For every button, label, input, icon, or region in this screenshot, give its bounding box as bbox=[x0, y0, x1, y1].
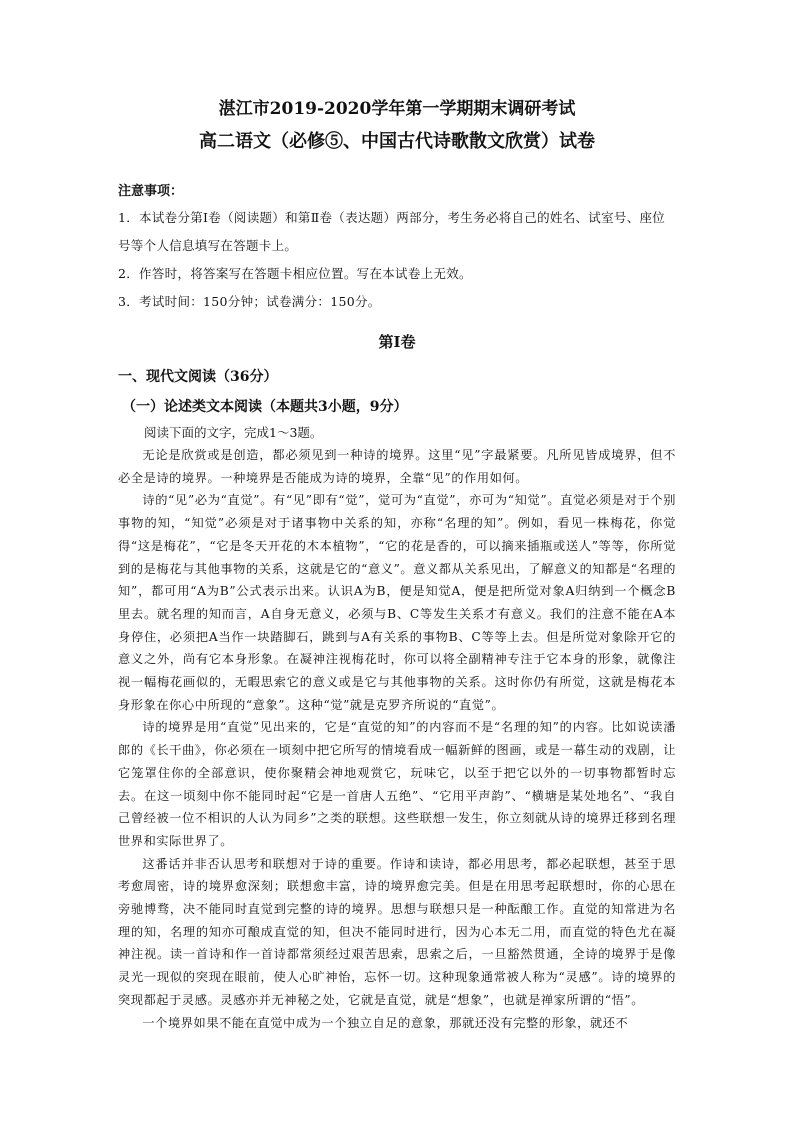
passage-paragraph-3: 诗的境界是用“直觉”见出来的，它是“直觉的知”的内容而不是“名理的知”的内容。比如说读潘郎的《长干曲》，你必须在一顷刻中把它所写的情境看成一幅新鲜的图画，或是一幕生动的戏剧，让它笼罩住你的全部意识，使你聚精会神地观赏它，玩味它，以至于把它以外的一切事物都暂时忘去。在这一顷刻中你不能同时起“它是一首唐人五绝”、“它用平声韵”、“横塘是某处地名”、“我自己曾经被一位不相识的人认为同乡”之类的联想。这些联想一发生，你立刻就从诗的境界迁移到名理世界和实际世界了。 bbox=[118, 720, 676, 848]
notice-item-2: 2．作答时，将答案写在答题卡相应位置。写在本试卷上无效。 bbox=[118, 266, 472, 281]
exam-title: 湛江市2019-2020学年第一学期期末调研考试 bbox=[218, 99, 576, 119]
notice-item-1: 1．本试卷分第Ⅰ卷（阅读题）和第Ⅱ卷（表达题）两部分，考生务必将自己的姓名、试室号、座位号等个人信息填写在答题卡上。 bbox=[118, 210, 666, 253]
passage-paragraph-5: 一个境界如果不能在直觉中成为一个独立自足的意象，那就还没有完整的形象，就还不 bbox=[142, 1015, 629, 1030]
reading-passage bbox=[118, 444, 676, 1034]
passage-paragraph-2: 诗的“见”必为“直觉”。有“见”即有“觉”，觉可为“直觉”，亦可为“知觉”。直觉必须是对于个别事物的知，“知觉”必须是对于诸事物中关系的知，亦称“名理的知”。例如，看见一株梅花，你觉得“这是梅花”，“它是冬天开花的木本植物”，“它的花是香的，可以摘来插瓶或送人”等等，你所觉到的是梅花与其他事物的关系，这就是它的“意义”。意义都从关系见出，了解意义的知都是“名理的知”，都可用“A为B”公式表示出来。认识A为B，便是知觉A，便是把所觉对象A归纳到一个概念B里去。就名理的知而言，A自身无意义，必须与B、C等发生关系才有意义。我们的注意不能在A本身停住，必须把A当作一块踏脚石，跳到与A有关系的事物B、C等等上去。但是所觉对象除开它的意义之外，尚有它本身形象。在凝神注视梅花时，你可以将全副精神专注于它本身的形象，就像注视一幅梅花画似的，无暇思索它的意义或是它与其他事物的关系。这时你仍有所觉，这就是梅花本身形象在你心中所现的“意象”。这种“觉”就是克罗齐所说的“直觉”。 bbox=[118, 493, 676, 712]
notice-heading: 注意事项： bbox=[118, 184, 184, 199]
notice-item-3: 3．考试时间：150分钟；试卷满分：150分。 bbox=[118, 294, 381, 309]
passage-paragraph-4: 这番话并非否认思考和联想对于诗的重要。作诗和读诗，都必用思考，都必起联想，甚至于思考愈周密，诗的境界愈深刻；联想愈丰富，诗的境界愈完美。但是在用思考起联想时，你的心思在旁驰博骛，决不能同时直觉到完整的诗的境界。思想与联想只是一种酝酿工作。直觉的知常进为名理的知，名理的知亦可酿成直觉的知，但决不能同时进行，因为心本无二用，而直觉的特色尤在凝神注视。读一首诗和作一首诗都常须经过艰苦思索，思索之后，一旦豁然贯通，全诗的境界于是像灵光一现似的突现在眼前，使人心旷神怡，忘怀一切。这种现象通常被人称为“灵感”。诗的境界的突现都起于灵感。灵感亦并无神秘之处，它就是直觉，就是“想象”，也就是禅家所谓的“悟”。 bbox=[118, 856, 676, 1007]
passage-paragraph-1: 无论是欣赏或是创造，都必须见到一种诗的境界。这里“见”字最紧要。凡所见皆成境界，但不必全是诗的境界。一种境界是否能成为诗的境界，全靠“见”的作用如何。 bbox=[118, 448, 676, 485]
subsection-heading: （一）论述类文本阅读（本题共3小题，9分） bbox=[122, 399, 408, 415]
section-heading: 一、现代文阅读（36分） bbox=[118, 369, 278, 385]
volume-title: 第Ⅰ卷 bbox=[378, 333, 416, 351]
reading-instruction: 阅读下面的文字，完成1～3题。 bbox=[144, 425, 323, 440]
notice-block bbox=[118, 180, 676, 316]
exam-subtitle: 高二语文（必修⑤、中国古代诗歌散文欣赏）试卷 bbox=[199, 131, 595, 152]
